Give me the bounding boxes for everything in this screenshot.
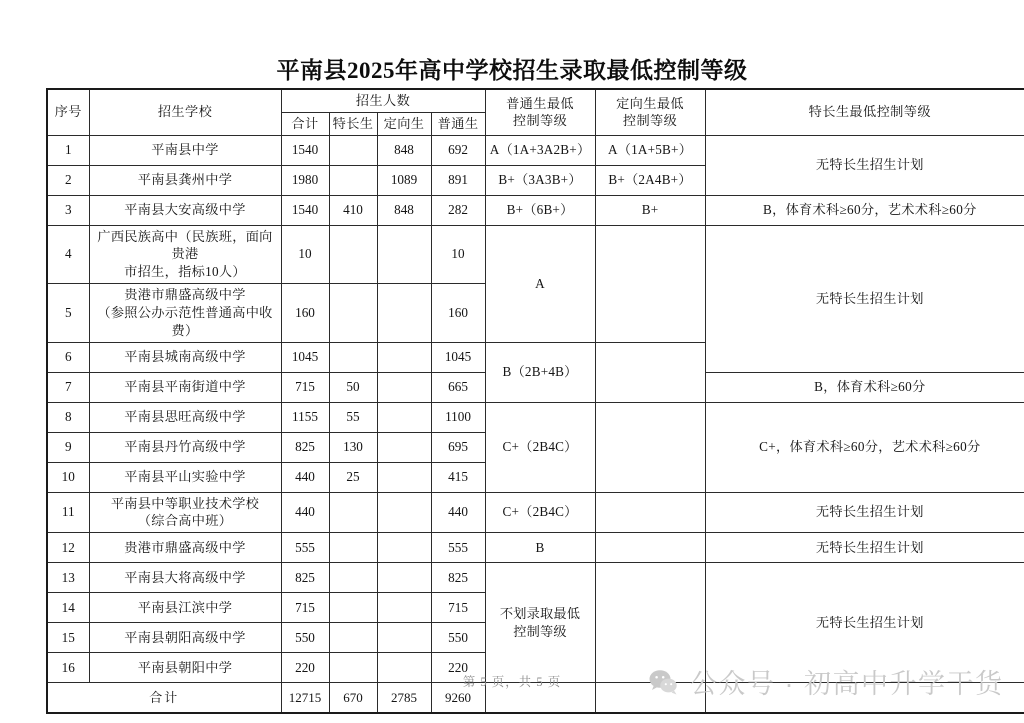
table-body <box>47 135 1024 713</box>
header-directed-min-grade-line1: 定向生最低 <box>616 95 685 111</box>
row-special <box>329 342 377 372</box>
row-directed <box>377 623 431 653</box>
row-regular-grade-line2: 控制等级 <box>513 623 567 639</box>
watermark-text: 公众号 · 初高中升学干货 <box>690 669 1004 699</box>
row-regular: 10 <box>431 225 485 283</box>
row-special-grade: B，体育术科≥60分，艺术术科≥60分 <box>705 195 1024 225</box>
row-school-line1: 平南县中等职业技术学校 <box>110 495 260 511</box>
row-school-line2: （参照公办示范性普通高中收费） <box>97 304 273 338</box>
row-total: 715 <box>281 372 329 402</box>
row-index: 7 <box>47 372 89 402</box>
row-regular-grade: B <box>485 533 595 563</box>
row-school <box>89 284 281 342</box>
header-special-students: 特长生 <box>329 112 377 135</box>
row-directed: 848 <box>377 135 431 165</box>
header-regular-min-grade <box>485 89 595 135</box>
header-total: 合计 <box>281 112 329 135</box>
row-regular-grade: B（2B+4B） <box>485 342 595 402</box>
row-directed <box>377 563 431 593</box>
row-special-grade: 无特长生招生计划 <box>705 135 1024 195</box>
row-directed-grade: B+（2A4B+） <box>595 165 705 195</box>
row-school: 平南县平山实验中学 <box>89 462 281 492</box>
row-special <box>329 563 377 593</box>
row-regular-grade: C+（2B4C） <box>485 402 595 492</box>
row-index: 5 <box>47 284 89 342</box>
row-special <box>329 533 377 563</box>
row-directed <box>377 225 431 283</box>
row-special-grade: 无特长生招生计划 <box>705 533 1024 563</box>
row-directed-grade: B+ <box>595 195 705 225</box>
row-total: 825 <box>281 432 329 462</box>
row-school-line2: 市招生，指标10人） <box>124 264 246 280</box>
row-special: 410 <box>329 195 377 225</box>
page-title: 平南县2025年高中学校招生录取最低控制等级 <box>276 58 748 83</box>
row-special: 50 <box>329 372 377 402</box>
row-directed-grade: A（1A+5B+） <box>595 135 705 165</box>
row-special <box>329 284 377 342</box>
row-total: 1155 <box>281 402 329 432</box>
row-total: 440 <box>281 462 329 492</box>
table-row <box>47 135 1024 165</box>
row-directed: 848 <box>377 195 431 225</box>
row-special <box>329 135 377 165</box>
row-directed <box>377 492 431 533</box>
row-regular: 695 <box>431 432 485 462</box>
header-directed-min-grade-line2: 控制等级 <box>622 113 678 129</box>
row-directed-grade <box>595 492 705 533</box>
total-regular: 9260 <box>431 683 485 713</box>
total-total: 12715 <box>281 683 329 713</box>
row-regular: 415 <box>431 462 485 492</box>
row-total: 1540 <box>281 135 329 165</box>
header-directed-students: 定向生 <box>377 112 431 135</box>
row-regular-grade <box>485 563 595 683</box>
row-directed <box>377 593 431 623</box>
table-header <box>47 89 1024 135</box>
row-regular: 1045 <box>431 342 485 372</box>
row-school <box>89 225 281 283</box>
row-special-grade: 无特长生招生计划 <box>705 563 1024 683</box>
row-school-line2: （综合高中班） <box>137 513 233 529</box>
row-special-grade: 无特长生招生计划 <box>705 225 1024 372</box>
row-school: 贵港市鼎盛高级中学 <box>89 533 281 563</box>
row-regular: 440 <box>431 492 485 533</box>
row-regular-grade: B+（3A3B+） <box>485 165 595 195</box>
row-school: 平南县思旺高级中学 <box>89 402 281 432</box>
row-regular: 220 <box>431 653 485 683</box>
row-regular: 1100 <box>431 402 485 432</box>
row-school: 平南县朝阳高级中学 <box>89 623 281 653</box>
row-school: 平南县龚州中学 <box>89 165 281 195</box>
row-regular-grade: A <box>485 225 595 342</box>
watermark <box>648 662 1004 701</box>
row-total: 1540 <box>281 195 329 225</box>
row-special-grade: 无特长生招生计划 <box>705 492 1024 533</box>
row-regular: 715 <box>431 593 485 623</box>
row-school: 平南县朝阳中学 <box>89 653 281 683</box>
row-index: 13 <box>47 563 89 593</box>
row-special <box>329 165 377 195</box>
table-row <box>47 563 1024 593</box>
row-directed <box>377 533 431 563</box>
row-index: 2 <box>47 165 89 195</box>
page-number-footer: 第 5 页，共 5 页 <box>462 675 562 689</box>
header-regular-students: 普通生 <box>431 112 485 135</box>
row-regular: 555 <box>431 533 485 563</box>
row-regular-grade: B+（6B+） <box>485 195 595 225</box>
header-enrollment-count: 招生人数 <box>281 89 485 112</box>
row-regular-grade: A（1A+3A2B+） <box>485 135 595 165</box>
admission-grade-table <box>46 88 1024 714</box>
total-special: 670 <box>329 683 377 713</box>
row-special: 25 <box>329 462 377 492</box>
admission-table-container <box>46 88 980 714</box>
row-index: 3 <box>47 195 89 225</box>
row-school: 平南县江滨中学 <box>89 593 281 623</box>
row-regular-grade-line1: 不划录取最低 <box>499 605 581 621</box>
row-directed-grade <box>595 402 705 492</box>
row-school: 平南县大将高级中学 <box>89 563 281 593</box>
header-index: 序号 <box>47 89 89 135</box>
row-regular: 665 <box>431 372 485 402</box>
row-school: 平南县平南街道中学 <box>89 372 281 402</box>
row-total: 550 <box>281 623 329 653</box>
row-index: 9 <box>47 432 89 462</box>
row-school: 平南县城南高级中学 <box>89 342 281 372</box>
row-index: 11 <box>47 492 89 533</box>
row-index: 12 <box>47 533 89 563</box>
row-regular: 891 <box>431 165 485 195</box>
row-directed <box>377 372 431 402</box>
header-row-1 <box>47 89 1024 112</box>
table-row <box>47 402 1024 432</box>
row-regular: 692 <box>431 135 485 165</box>
row-directed <box>377 402 431 432</box>
row-regular: 282 <box>431 195 485 225</box>
row-index: 6 <box>47 342 89 372</box>
row-regular: 160 <box>431 284 485 342</box>
row-total: 715 <box>281 593 329 623</box>
row-index: 4 <box>47 225 89 283</box>
row-index: 15 <box>47 623 89 653</box>
total-label: 合计 <box>47 683 281 713</box>
row-regular-grade: C+（2B4C） <box>485 492 595 533</box>
row-directed <box>377 462 431 492</box>
header-directed-min-grade <box>595 89 705 135</box>
row-school-line1: 广西民族高中（民族班，面向贵港 <box>97 228 273 262</box>
table-row <box>47 492 1024 533</box>
row-total: 440 <box>281 492 329 533</box>
row-special <box>329 593 377 623</box>
row-directed-grade <box>595 533 705 563</box>
row-special-grade: C+，体育术科≥60分，艺术术科≥60分 <box>705 402 1024 492</box>
row-school-line1: 贵港市鼎盛高级中学 <box>124 287 246 303</box>
row-index: 8 <box>47 402 89 432</box>
header-special-min-grade: 特长生最低控制等级 <box>705 89 1024 135</box>
row-total: 160 <box>281 284 329 342</box>
row-total: 1980 <box>281 165 329 195</box>
row-school <box>89 492 281 533</box>
row-index: 16 <box>47 653 89 683</box>
header-regular-min-grade-line2: 控制等级 <box>512 113 568 129</box>
header-regular-min-grade-line1: 普通生最低 <box>506 95 575 111</box>
row-special <box>329 225 377 283</box>
row-school: 平南县丹竹高级中学 <box>89 432 281 462</box>
row-school: 平南县大安高级中学 <box>89 195 281 225</box>
row-school: 平南县中学 <box>89 135 281 165</box>
row-directed: 1089 <box>377 165 431 195</box>
table-row <box>47 225 1024 283</box>
row-total: 1045 <box>281 342 329 372</box>
row-total: 555 <box>281 533 329 563</box>
row-index: 1 <box>47 135 89 165</box>
row-special: 55 <box>329 402 377 432</box>
row-directed <box>377 284 431 342</box>
row-directed-grade <box>595 342 705 402</box>
row-special <box>329 492 377 533</box>
row-special-grade: B，体育术科≥60分 <box>705 372 1024 402</box>
row-directed <box>377 342 431 372</box>
row-total: 10 <box>281 225 329 283</box>
row-directed <box>377 432 431 462</box>
table-row <box>47 195 1024 225</box>
row-special <box>329 623 377 653</box>
total-directed: 2785 <box>377 683 431 713</box>
row-index: 14 <box>47 593 89 623</box>
row-special: 130 <box>329 432 377 462</box>
row-regular: 550 <box>431 623 485 653</box>
row-regular: 825 <box>431 563 485 593</box>
row-total: 825 <box>281 563 329 593</box>
wechat-icon <box>648 667 678 697</box>
header-school: 招生学校 <box>89 89 281 135</box>
table-row <box>47 533 1024 563</box>
row-total: 220 <box>281 653 329 683</box>
row-index: 10 <box>47 462 89 492</box>
row-directed-grade <box>595 225 705 342</box>
